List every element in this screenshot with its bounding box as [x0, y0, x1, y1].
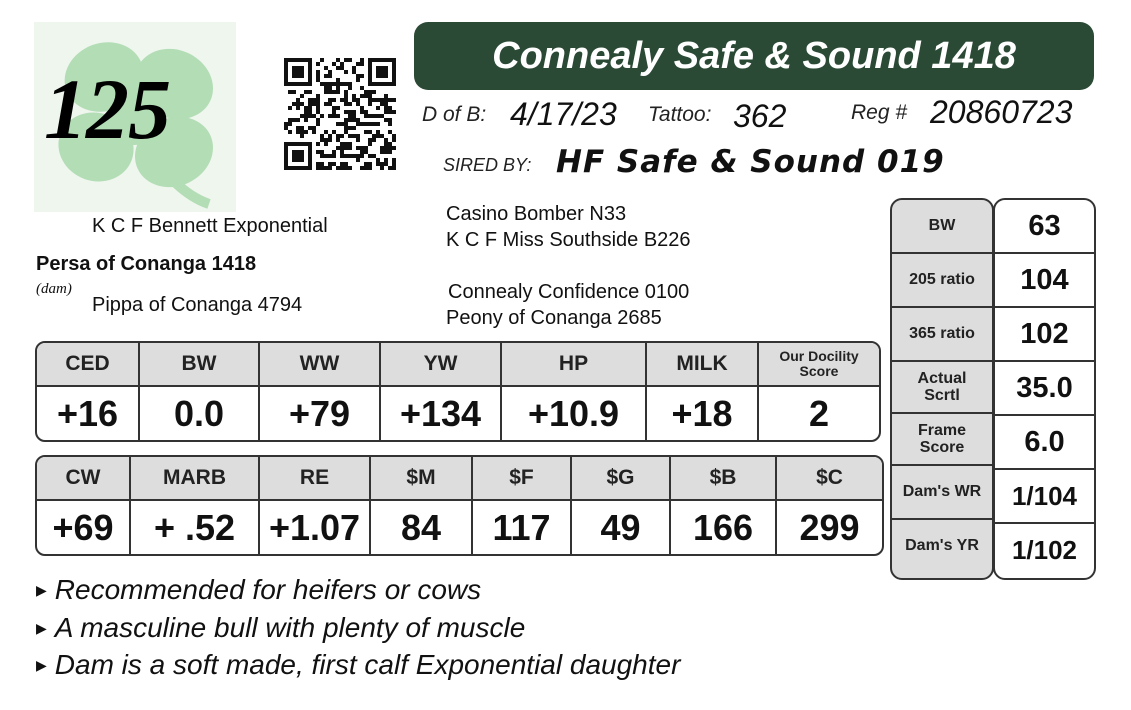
- stat-value-bw: 63: [995, 200, 1094, 254]
- epd-header-hp: HP: [502, 343, 647, 387]
- dob-value: 4/17/23: [510, 96, 617, 132]
- epd-value-hp: +10.9: [502, 387, 647, 440]
- stat-value-dams-yr: 1/102: [1011, 534, 1078, 565]
- sire-dam-dam: Peony of Conanga 2685: [446, 307, 662, 329]
- dam-sire: K C F Bennett Exponential: [92, 215, 328, 237]
- performance-stats: [890, 198, 1096, 578]
- epd-value-milk: +18: [647, 387, 759, 440]
- sire-dam-sire: Connealy Confidence 0100: [448, 281, 690, 303]
- lot-number: 125: [44, 61, 170, 157]
- epd-value-cw: +69: [37, 501, 131, 554]
- note-text: Recommended for heifers or cows: [54, 574, 482, 605]
- dam-name: Persa of Conanga 1418: [36, 253, 257, 275]
- epd-header-ww: WW: [260, 343, 381, 387]
- stat-label-205-ratio: 205 ratio: [892, 254, 992, 308]
- epd-value-dollar-c: 299: [799, 506, 860, 548]
- epd-table-2: [35, 455, 884, 556]
- dam-label: (dam): [36, 281, 72, 297]
- epd-value-yw: +134: [381, 387, 502, 440]
- epd-header-docility: Our Docility Score: [759, 343, 879, 387]
- reg-label: Reg #: [851, 101, 908, 124]
- sire-dam: K C F Miss Southside B226: [446, 229, 691, 251]
- epd-value-dollar-g: 49: [572, 501, 671, 554]
- epd-header-marb: MARB: [131, 457, 260, 501]
- epd-header-dollar-b: $B: [671, 457, 777, 501]
- epd-header-dollar-c: $C: [777, 457, 882, 501]
- bullet-arrow-icon: ▶: [36, 581, 47, 598]
- bull-name: Connealy Safe & Sound 1418: [492, 34, 1016, 77]
- epd-value-ced: +16: [37, 387, 140, 440]
- tattoo-value: 362: [733, 98, 787, 134]
- epd-header-dollar-m: $M: [371, 457, 473, 501]
- stat-label-dams-wr: Dam's WR: [892, 466, 992, 520]
- qr-code-icon: [284, 58, 396, 170]
- epd-value-dollar-f: 117: [473, 501, 572, 554]
- epd-header-ced: CED: [37, 343, 140, 387]
- stat-value-365-ratio: 102: [995, 308, 1094, 362]
- reg-value: 20860723: [930, 94, 1073, 130]
- epd-value-dollar-b: 166: [671, 501, 777, 554]
- epd-value-re: +1.07: [260, 501, 371, 554]
- stat-label-frame: Frame Score: [917, 422, 967, 456]
- tattoo-label: Tattoo:: [648, 103, 712, 126]
- note-item: [36, 649, 680, 681]
- epd-value-ww: +79: [260, 387, 381, 440]
- sire-name: HF Safe & Sound 019: [556, 144, 945, 180]
- note-item: [36, 574, 481, 606]
- dam-dam: Pippa of Conanga 4794: [92, 294, 303, 316]
- stat-value-205-ratio: 104: [995, 254, 1094, 308]
- note-item: [36, 612, 525, 644]
- title-banner: [414, 22, 1094, 90]
- epd-header-dollar-g: $G: [572, 457, 671, 501]
- stat-label-365-ratio: 365 ratio: [892, 308, 992, 362]
- note-text: A masculine bull with plenty of muscle: [54, 612, 526, 643]
- sired-by-label: SIRED BY:: [443, 155, 532, 175]
- stat-value-scrotal: 35.0: [995, 362, 1094, 416]
- epd-header-yw: YW: [381, 343, 502, 387]
- epd-header-cw: CW: [37, 457, 131, 501]
- stat-value-dams-wr: 1/104: [995, 470, 1094, 524]
- bullet-arrow-icon: ▶: [36, 656, 47, 673]
- dob-label: D of B:: [422, 103, 487, 126]
- stats-labels-column: [890, 198, 994, 580]
- epd-table-1: [35, 341, 881, 442]
- stats-values-column: [993, 198, 1096, 580]
- note-text: Dam is a soft made, first calf Exponential daughter: [54, 649, 681, 680]
- stat-label-scrotal: Actual Scrtl: [917, 370, 967, 404]
- epd-header-dollar-f: $F: [473, 457, 572, 501]
- epd-header-re: RE: [260, 457, 371, 501]
- epd-value-bw: 0.0: [140, 387, 260, 440]
- epd-value-docility: 2: [808, 392, 830, 434]
- stat-value-frame: 6.0: [995, 416, 1094, 470]
- sire-sire: Casino Bomber N33: [446, 203, 627, 225]
- stat-label-dams-yr: Dam's YR: [905, 536, 979, 554]
- epd-value-dollar-m: 84: [371, 501, 473, 554]
- epd-value-marb: + .52: [131, 501, 260, 554]
- epd-header-bw: BW: [140, 343, 260, 387]
- epd-header-milk: MILK: [647, 343, 759, 387]
- stat-label-bw: BW: [892, 200, 992, 254]
- bullet-arrow-icon: ▶: [36, 619, 47, 636]
